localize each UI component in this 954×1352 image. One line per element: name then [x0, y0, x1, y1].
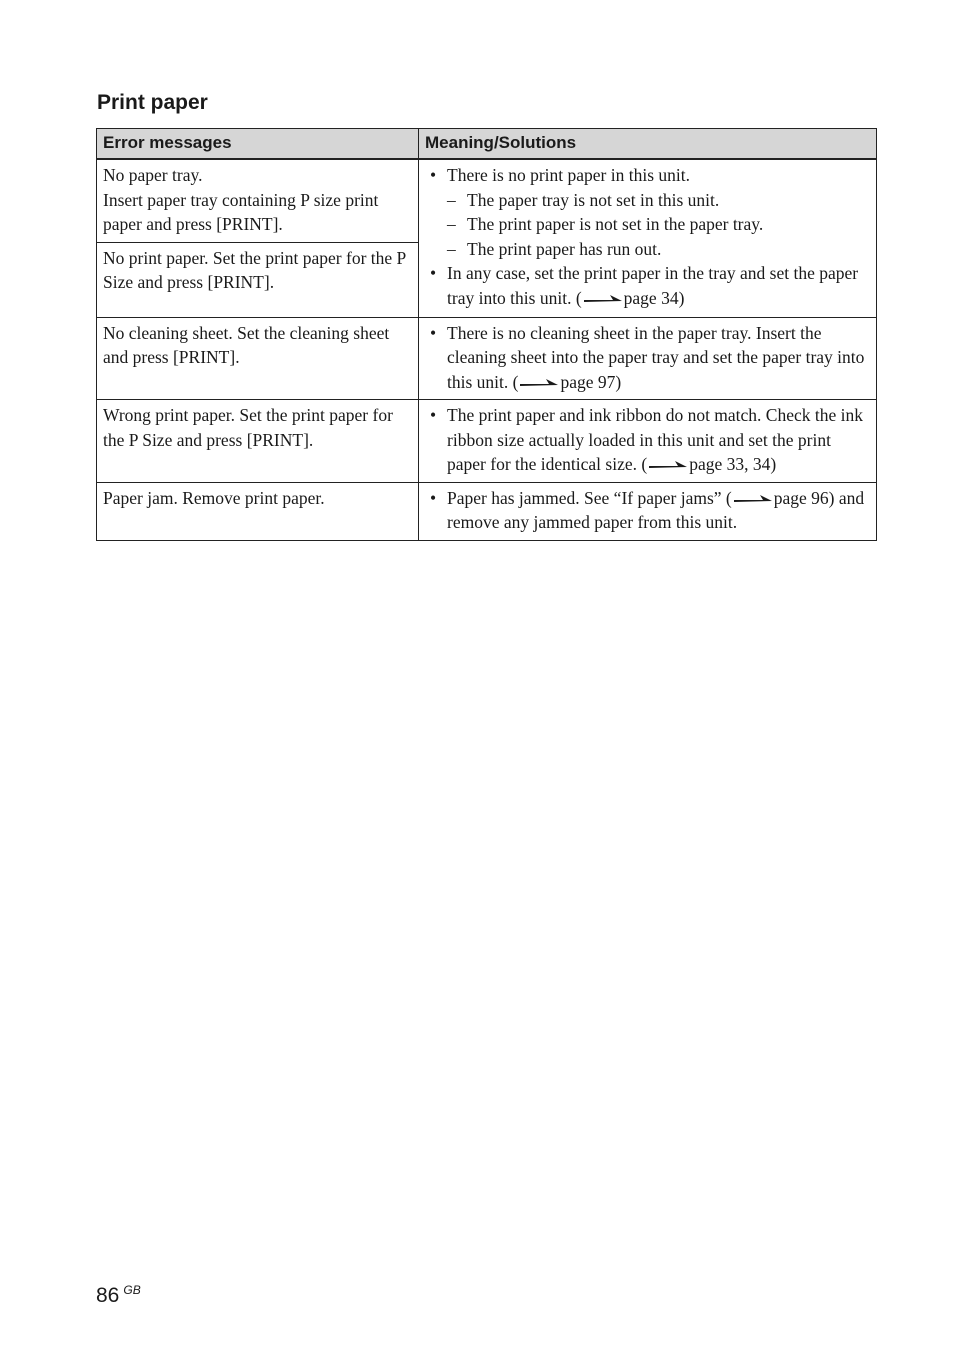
message-line: No print paper. Set the print paper for the P Size and press [PRINT].	[103, 247, 406, 292]
bullet-text: In any case, set the print paper in the tray and set the paper tray into this unit. (	[447, 263, 859, 308]
solution-bullet	[425, 261, 870, 310]
arrow-reference-icon	[733, 493, 773, 505]
solution-dash	[425, 237, 870, 262]
solution-cell	[419, 482, 877, 540]
arrow-reference-icon	[648, 459, 688, 471]
dash-text: The print paper has run out.	[467, 238, 662, 259]
arrow-reference-icon	[519, 377, 559, 389]
solution-bullet	[425, 163, 870, 188]
solution-cell	[419, 400, 877, 483]
table-header-row	[97, 129, 877, 160]
message-line: Wrong print paper. Set the print paper for the P Size and press [PRINT].	[103, 405, 393, 450]
bullet-text: There is no cleaning sheet in the paper tray. Insert the cleaning sheet into the paper tray and set the paper tray into this unit. (	[447, 322, 865, 392]
solution-dash	[425, 188, 870, 213]
page-reference: page 33, 34)	[689, 454, 777, 474]
page-reference: page 97)	[560, 371, 622, 392]
bullet-marker: •	[430, 263, 437, 283]
table-row	[97, 317, 877, 400]
dash-marker: –	[447, 238, 456, 259]
bullet-marker: •	[430, 487, 437, 508]
error-message-cell	[97, 242, 419, 317]
dash-marker: –	[447, 189, 456, 210]
arrow-reference-icon	[583, 293, 623, 305]
table-row	[97, 482, 877, 540]
header-error-messages: Error messages	[97, 129, 419, 160]
page-reference: page 34)	[623, 287, 685, 308]
bullet-marker: •	[430, 405, 437, 425]
error-message-cell	[97, 482, 419, 540]
page-reference: page 96)	[773, 487, 835, 508]
dash-text: The print paper is not set in the paper tray.	[467, 214, 764, 234]
solution-bullet	[425, 486, 870, 535]
solution-bullet	[425, 403, 870, 477]
bullet-text: Paper has jammed. See “If paper jams” (	[447, 487, 732, 508]
region-code: GB	[123, 1283, 141, 1297]
error-messages-table	[96, 128, 877, 541]
solution-bullet	[425, 321, 870, 395]
message-line: No cleaning sheet. Set the cleaning sheet and press [PRINT].	[103, 322, 390, 367]
error-message-cell	[97, 159, 419, 242]
solution-dash	[425, 212, 870, 237]
table-row	[97, 159, 877, 242]
header-meaning-solutions: Meaning/Solutions	[419, 129, 877, 160]
table-row	[97, 400, 877, 483]
dash-marker: –	[447, 214, 456, 234]
bullet-marker: •	[430, 322, 437, 343]
bullet-text: There is no print paper in this unit.	[447, 165, 691, 185]
bullet-text-tail: and remove any jammed paper from this unit.	[447, 487, 865, 532]
solution-cell	[419, 317, 877, 400]
error-message-cell	[97, 400, 419, 483]
dash-text: The paper tray is not set in this unit.	[467, 189, 720, 210]
page-number: 86	[96, 1284, 120, 1307]
bullet-marker: •	[430, 165, 437, 185]
message-line: Insert paper tray containing P size print paper and press [PRINT].	[103, 189, 379, 234]
bullet-text: The print paper and ink ribbon do not match. Check the ink ribbon size actually loaded in this unit and set the print paper for the identical size. (	[447, 405, 864, 474]
solution-cell	[419, 159, 877, 317]
message-line: No paper tray.	[103, 165, 203, 185]
page-footer	[96, 1277, 141, 1309]
section-title: Print paper	[97, 91, 208, 114]
message-line: Paper jam. Remove print paper.	[103, 487, 325, 508]
error-message-cell	[97, 317, 419, 400]
